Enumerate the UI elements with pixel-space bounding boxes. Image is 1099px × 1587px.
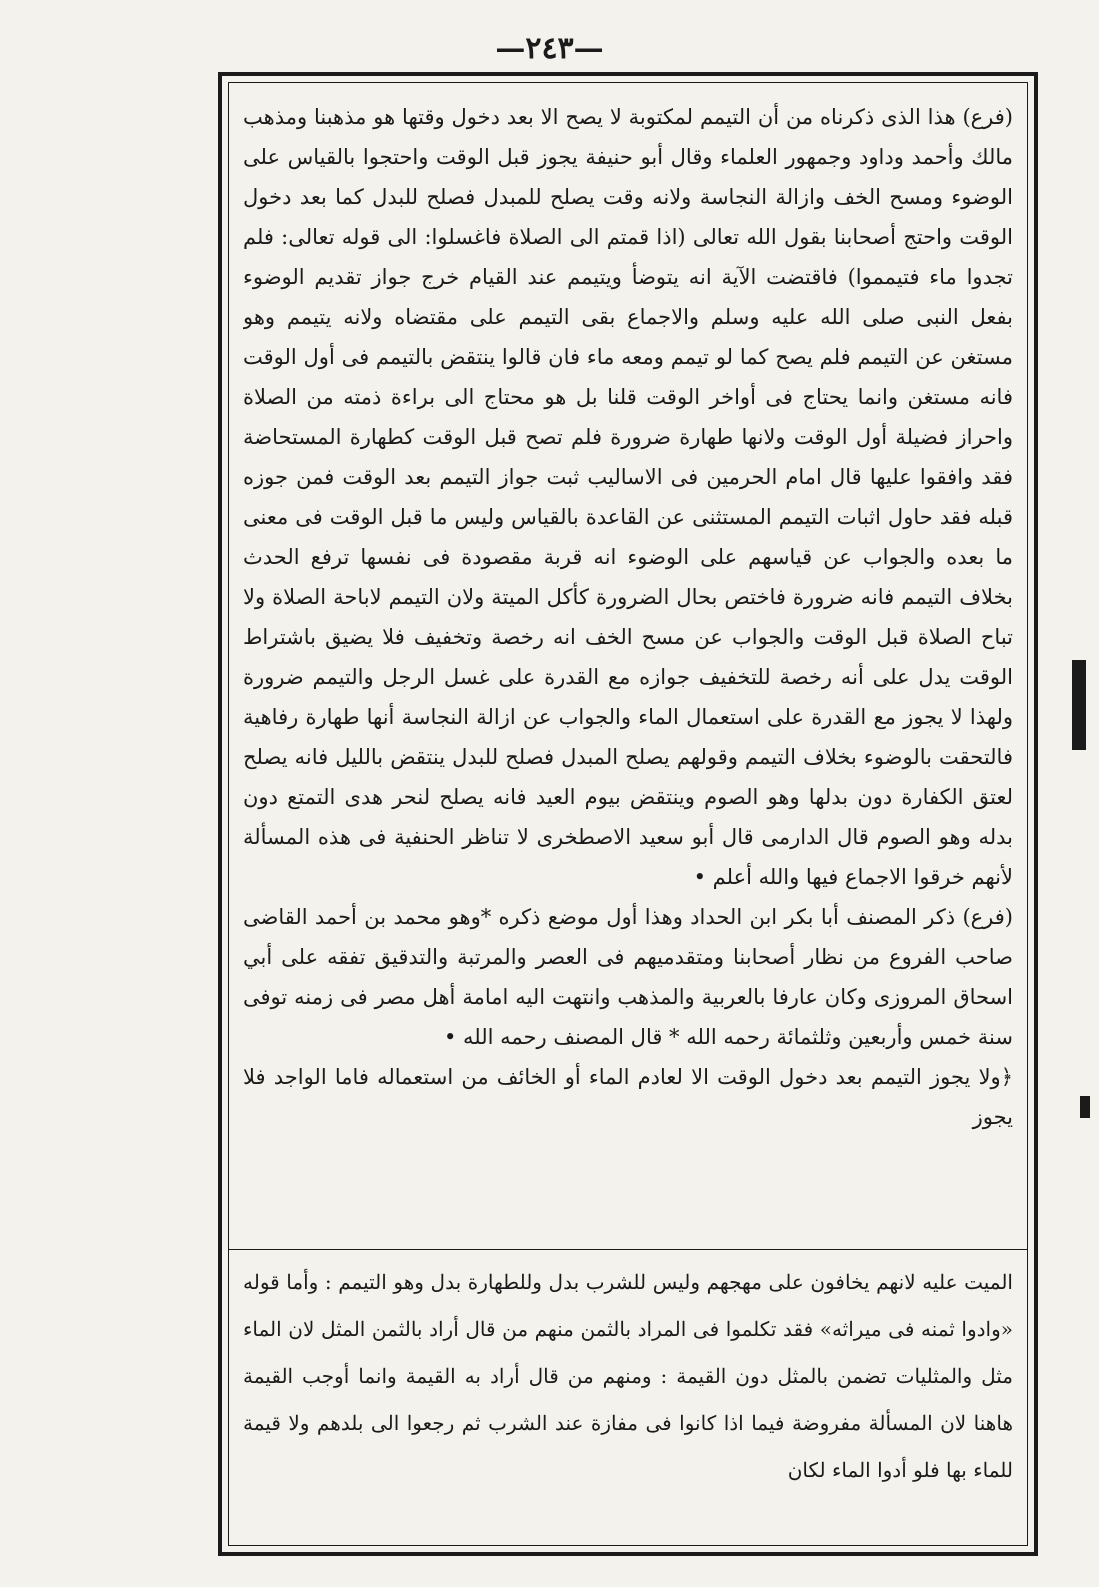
footnote-separator [229,1249,1027,1250]
footnote-text: الميت عليه لانهم يخافون على مهجهم وليس للشرب بدل وللطهارة بدل وهو التيمم : وأما قوله «وادوا ثمنه فى ميراثه» فقد تكلموا فى المراد بالثمن منهم من قال أراد بالثمن المثل لان الماء مثل والمثليات تضمن بالمثل دون القيمة : ومنهم من قال أراد به القيمة وانما أوجب القيمة هاهنا لان المسألة مفروضة فيما اذا كانوا فى مفازة عند الشرب ثم رجعوا الى بلدهم ولا قيمة للماء بها فلو أدوا الماء لكان [243,1270,1013,1482]
scan-mark-small [1080,1096,1090,1118]
page-number: —٢٤٣— [495,31,604,66]
main-text [243,97,1013,1247]
paragraph-second-fiqh-branch: (فرع) ذكر المصنف أبا بكر ابن الحداد وهذا أول موضع ذكره *وهو محمد بن أحمد القاضى صاحب الفروع من نظار أصحابنا ومتقدميهم فى العصر والمرتبة والتدقيق تفقه على أبي اسحاق المروزى وكان عارفا بالعربية والمذهب وانتهت اليه امامة أهل مصر فى زمنه توفى سنة خمس وأربعين وثلثمائة رحمه الله * قال المصنف رحمه الله • [243,905,1013,1049]
scan-mark-right [1072,660,1086,750]
paragraph-first-fiqh-branch: (فرع) هذا الذى ذكرناه من أن التيمم لمكتوبة لا يصح الا بعد دخول وقتها هو مذهبنا ومذهب مالك وأحمد وداود وجمهور العلماء وقال أبو حنيفة يجوز قبل الوقت واحتجوا بالقياس على الوضوء ومسح الخف وازالة النجاسة ولانه وقت يصلح للمبدل فصلح للبدل كما بعد دخول الوقت واحتج أصحابنا بقول الله تعالى (اذا قمتم الى الصلاة فاغسلوا: الى قوله تعالى: فلم تجدوا ماء فتيمموا) فاقتضت الآية انه يتوضأ ويتيمم عند القيام خرج جواز تقديم الوضوء بفعل النبى صلى الله عليه وسلم والاجماع بقى التيمم على مقتضاه ولانه يتيمم وهو مستغن عن التيمم فلم يصح كما لو تيمم ومعه ماء فان قالوا ينتقض بالتيمم فى أول الوقت فانه مستغن وانما يحتاج فى أواخر الوقت قلنا بل هو محتاج الى براءة ذمته من الصلاة واحراز فضيلة أول الوقت ولانها طهارة ضرورة فلم تصح قبل الوقت كطهارة المستحاضة فقد وافقوا عليها قال امام الحرمين فى الاساليب ثبت جواز التيمم بعد الوقت فمن جوزه قبله فقد حاول اثبات التيمم المستثنى عن القاعدة بالقياس وليس ما قبل الوقت فى معنى ما بعده والجواب عن قياسهم على الوضوء انه قربة مقصودة فى نفسها ترفع الحدث بخلاف التيمم فانه ضرورة فاختص بحال الضرورة كأكل الميتة ولان التيمم لاباحة الصلاة ولا تباح الصلاة قبل الوقت والجواب عن مسح الخف انه رخصة وتخفيف فلا يضيق باشتراط الوقت يدل على أنه رخصة للتخفيف جوازه مع القدرة على غسل الرجل والتيمم ضرورة ولهذا لا يجوز مع القدرة على استعمال الماء والجواب عن ازالة النجاسة أنها طهارة رفاهية فالتحقت بالوضوء بخلاف التيمم وقولهم يصلح المبدل فصلح للبدل ينتقض بالليل فانه يصلح لعتق الكفارة دون بدلها وهو الصوم وينتقض بيوم العيد فانه يصلح لنحر هدى التمتع دون بدله وهو الصوم قال الدارمى قال أبو سعيد الاصطخرى لا تناظر الحنفية فى هذه المسألة لأنهم خرقوا الاجماع فيها والله أعلم • [243,105,1013,889]
paragraph-author-text: ﴿ولا يجوز التيمم بعد دخول الوقت الا لعادم الماء أو الخائف من استعماله فاما الواجد فلا يجوز [243,1065,1013,1129]
page-frame [218,72,1038,1556]
page-frame-inner [228,82,1028,1546]
footnote [243,1259,1013,1549]
